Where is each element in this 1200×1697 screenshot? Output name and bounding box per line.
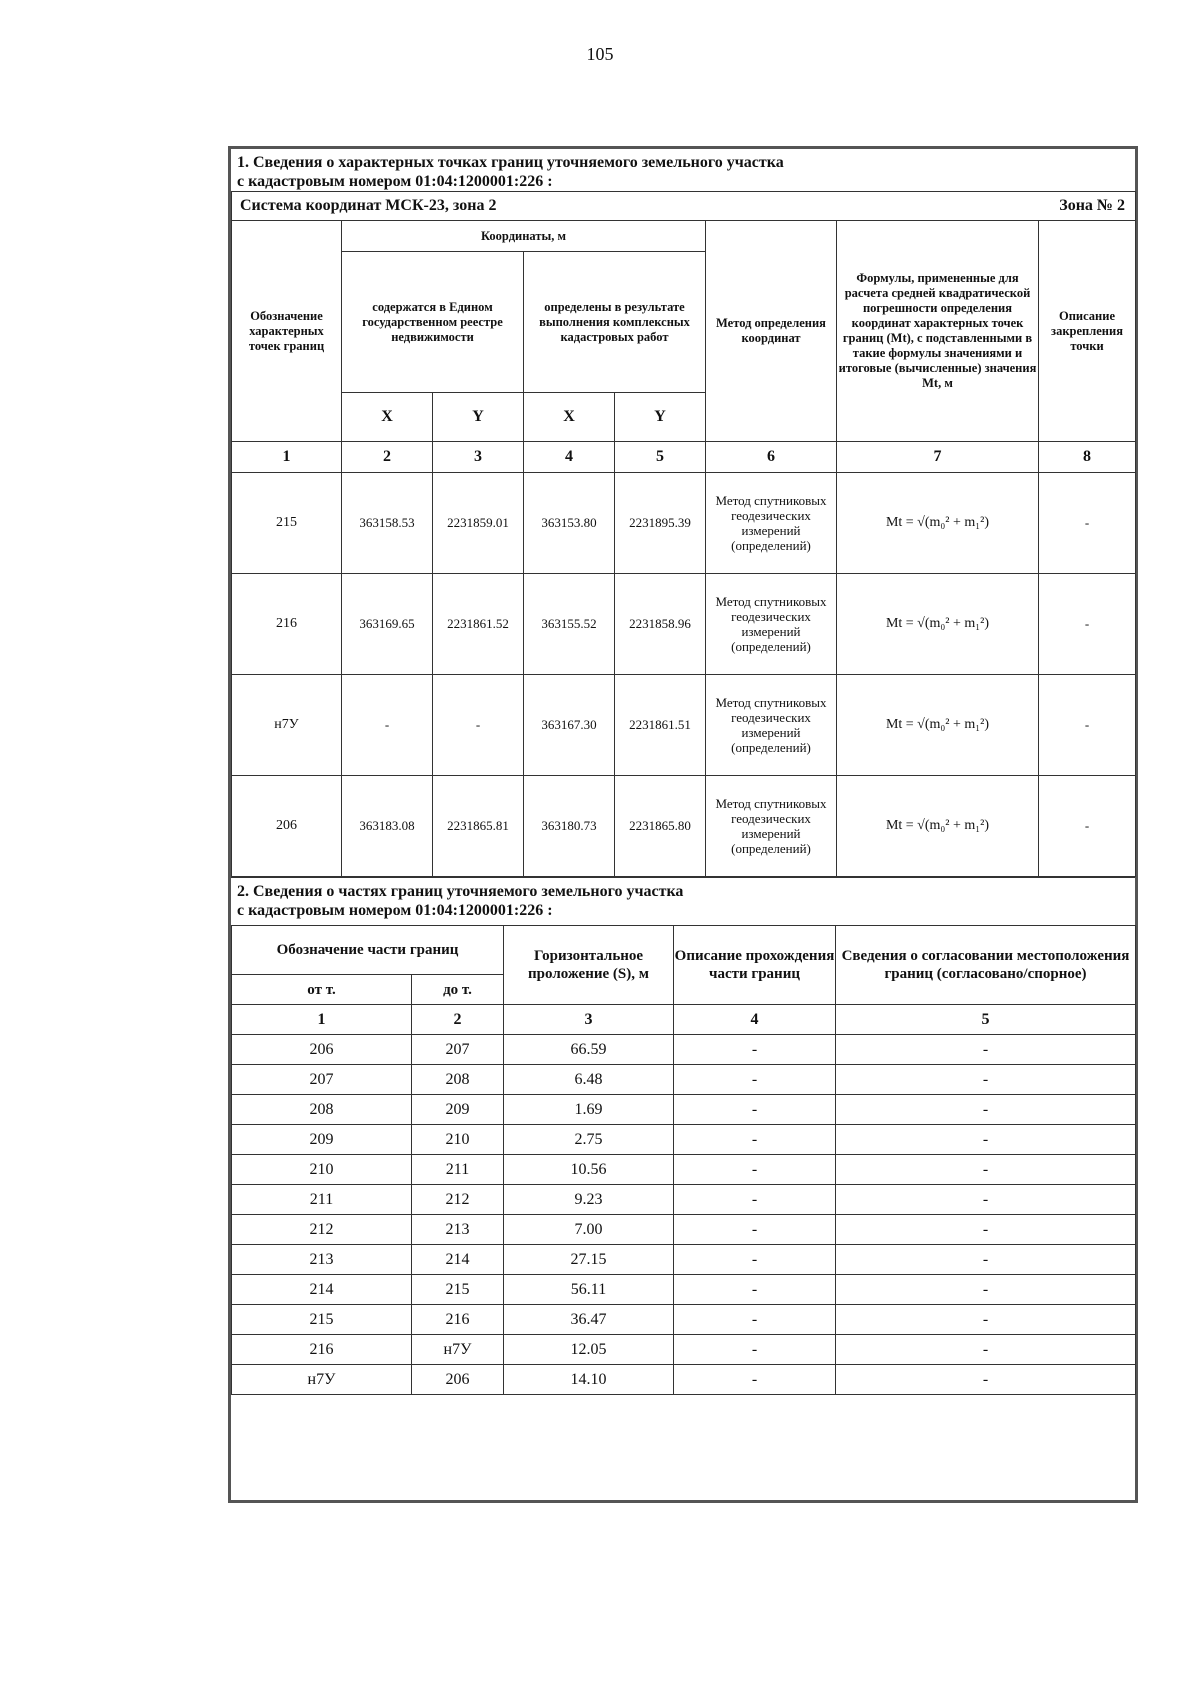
formula-text: Mt = √(m₀² + m₁²) [837, 473, 1039, 574]
registry-x: 363183.08 [342, 776, 433, 877]
method-text: Метод спутниковых геодезических измерений (определений) [706, 574, 837, 675]
agreement-status: - [836, 1335, 1136, 1365]
table-row [232, 574, 1136, 675]
from-point: 210 [232, 1155, 412, 1185]
registry-y: - [433, 675, 524, 776]
point-description: - [1039, 574, 1136, 675]
length-value: 10.56 [504, 1155, 674, 1185]
table-row [232, 1185, 1136, 1215]
determined-x: 363155.52 [524, 574, 615, 675]
registry-x: 363169.65 [342, 574, 433, 675]
col-number: 2 [342, 442, 433, 473]
col-number: 4 [524, 442, 615, 473]
agreement-status: - [836, 1125, 1136, 1155]
formula-text: Mt = √(m₀² + m₁²) [837, 574, 1039, 675]
agreement-status: - [836, 1065, 1136, 1095]
section2-title [231, 877, 1135, 925]
to-point: 211 [412, 1155, 504, 1185]
col-number: 5 [615, 442, 706, 473]
length-value: 2.75 [504, 1125, 674, 1155]
from-point: 207 [232, 1065, 412, 1095]
passage-description: - [674, 1155, 836, 1185]
table-row [232, 1095, 1136, 1125]
length-value: 7.00 [504, 1215, 674, 1245]
header-registry: содержатся в Едином государственном реестре недвижимости [342, 252, 524, 393]
col-number: 8 [1039, 442, 1136, 473]
header-to: до т. [412, 975, 504, 1005]
length-value: 9.23 [504, 1185, 674, 1215]
to-point: 208 [412, 1065, 504, 1095]
to-point: 215 [412, 1275, 504, 1305]
point-description: - [1039, 776, 1136, 877]
agreement-status: - [836, 1275, 1136, 1305]
header-x-registry: X [342, 393, 433, 442]
passage-description: - [674, 1065, 836, 1095]
header-x-determined: X [524, 393, 615, 442]
header-description: Описание закрепления точки [1039, 221, 1136, 442]
table-row [232, 1245, 1136, 1275]
header-formula: Формулы, примененные для расчета средней квадратической погрешности определения координат характерных точек границ (Mt), с подставленными в такие формулы значениями и итоговые (вычисленные) значения Mt, м [837, 221, 1039, 442]
formula-text: Mt = √(m₀² + m₁²) [837, 675, 1039, 776]
header-point: Обозначение характерных точек границ [232, 221, 342, 442]
determined-x: 363153.80 [524, 473, 615, 574]
point-description: - [1039, 675, 1136, 776]
agreement-status: - [836, 1095, 1136, 1125]
from-point: 214 [232, 1275, 412, 1305]
from-point: 208 [232, 1095, 412, 1125]
col-number: 3 [433, 442, 524, 473]
determined-y: 2231865.80 [615, 776, 706, 877]
method-text: Метод спутниковых геодезических измерений (определений) [706, 473, 837, 574]
to-point: 210 [412, 1125, 504, 1155]
registry-y: 2231865.81 [433, 776, 524, 877]
table-row [232, 1365, 1136, 1395]
header-from: от т. [232, 975, 412, 1005]
table-row [232, 473, 1136, 574]
coord-system-label: Система координат МСК-23, зона 2 [232, 192, 837, 221]
to-point: 214 [412, 1245, 504, 1275]
length-value: 36.47 [504, 1305, 674, 1335]
determined-y: 2231858.96 [615, 574, 706, 675]
section1-title-line1: 1. Сведения о характерных точках границ уточняемого земельного участка [237, 154, 784, 171]
to-point: 216 [412, 1305, 504, 1335]
from-point: 212 [232, 1215, 412, 1245]
passage-description: - [674, 1275, 836, 1305]
determined-x: 363180.73 [524, 776, 615, 877]
method-text: Метод спутниковых геодезических измерений (определений) [706, 675, 837, 776]
table-row [232, 1335, 1136, 1365]
registry-x: - [342, 675, 433, 776]
header-y-determined: Y [615, 393, 706, 442]
to-point: 213 [412, 1215, 504, 1245]
from-point: н7У [232, 1365, 412, 1395]
header-length: Горизонтальное проложение (S), м [504, 926, 674, 1005]
registry-y: 2231859.01 [433, 473, 524, 574]
table-row [232, 1215, 1136, 1245]
header-method: Метод определения координат [706, 221, 837, 442]
header-part: Обозначение части границ [232, 926, 504, 975]
agreement-status: - [836, 1185, 1136, 1215]
passage-description: - [674, 1095, 836, 1125]
registry-x: 363158.53 [342, 473, 433, 574]
section2-title-line2: с кадастровым номером 01:04:1200001:226 : [237, 902, 553, 919]
col-number: 7 [837, 442, 1039, 473]
point-id: 206 [232, 776, 342, 877]
table-row [232, 675, 1136, 776]
from-point: 213 [232, 1245, 412, 1275]
passage-description: - [674, 1185, 836, 1215]
length-value: 6.48 [504, 1065, 674, 1095]
header-determined: определены в результате выполнения комплексных кадастровых работ [524, 252, 706, 393]
length-value: 56.11 [504, 1275, 674, 1305]
passage-description: - [674, 1335, 836, 1365]
agreement-status: - [836, 1215, 1136, 1245]
header-passage: Описание прохождения части границ [674, 926, 836, 1005]
length-value: 1.69 [504, 1095, 674, 1125]
table-row [232, 776, 1136, 877]
point-id: н7У [232, 675, 342, 776]
from-point: 215 [232, 1305, 412, 1335]
passage-description: - [674, 1245, 836, 1275]
method-text: Метод спутниковых геодезических измерений (определений) [706, 776, 837, 877]
agreement-status: - [836, 1305, 1136, 1335]
length-value: 66.59 [504, 1035, 674, 1065]
determined-y: 2231895.39 [615, 473, 706, 574]
to-point: 212 [412, 1185, 504, 1215]
section1-title-line2: с кадастровым номером 01:04:1200001:226 : [237, 173, 553, 190]
passage-description: - [674, 1365, 836, 1395]
to-point: 206 [412, 1365, 504, 1395]
page-number: 105 [586, 44, 614, 64]
table-row [232, 1125, 1136, 1155]
col-number: 5 [836, 1005, 1136, 1035]
point-description: - [1039, 473, 1136, 574]
zone-label: Зона № 2 [837, 192, 1136, 221]
passage-description: - [674, 1035, 836, 1065]
col-number: 1 [232, 1005, 412, 1035]
from-point: 209 [232, 1125, 412, 1155]
to-point: 209 [412, 1095, 504, 1125]
determined-x: 363167.30 [524, 675, 615, 776]
from-point: 211 [232, 1185, 412, 1215]
agreement-status: - [836, 1035, 1136, 1065]
determined-y: 2231861.51 [615, 675, 706, 776]
section2-title-line1: 2. Сведения о частях границ уточняемого земельного участка [237, 883, 684, 900]
formula-text: Mt = √(m₀² + m₁²) [837, 776, 1039, 877]
section1-title [231, 149, 1135, 191]
table-row [232, 1155, 1136, 1185]
header-coordinates: Координаты, м [342, 221, 706, 252]
registry-y: 2231861.52 [433, 574, 524, 675]
table-row [232, 1275, 1136, 1305]
parts-table [231, 925, 1136, 1395]
header-agreement: Сведения о согласовании местоположения границ (согласовано/спорное) [836, 926, 1136, 1005]
point-id: 216 [232, 574, 342, 675]
point-id: 215 [232, 473, 342, 574]
length-value: 14.10 [504, 1365, 674, 1395]
agreement-status: - [836, 1365, 1136, 1395]
col-number: 1 [232, 442, 342, 473]
table-row [232, 1305, 1136, 1335]
header-y-registry: Y [433, 393, 524, 442]
col-number: 2 [412, 1005, 504, 1035]
col-number: 3 [504, 1005, 674, 1035]
passage-description: - [674, 1125, 836, 1155]
points-table [231, 191, 1136, 877]
agreement-status: - [836, 1245, 1136, 1275]
table-row [232, 1035, 1136, 1065]
passage-description: - [674, 1305, 836, 1335]
length-value: 27.15 [504, 1245, 674, 1275]
agreement-status: - [836, 1155, 1136, 1185]
col-number: 6 [706, 442, 837, 473]
length-value: 12.05 [504, 1335, 674, 1365]
col-number: 4 [674, 1005, 836, 1035]
from-point: 206 [232, 1035, 412, 1065]
document-frame [228, 146, 1138, 1503]
table-row [232, 1065, 1136, 1095]
from-point: 216 [232, 1335, 412, 1365]
to-point: 207 [412, 1035, 504, 1065]
passage-description: - [674, 1215, 836, 1245]
to-point: н7У [412, 1335, 504, 1365]
